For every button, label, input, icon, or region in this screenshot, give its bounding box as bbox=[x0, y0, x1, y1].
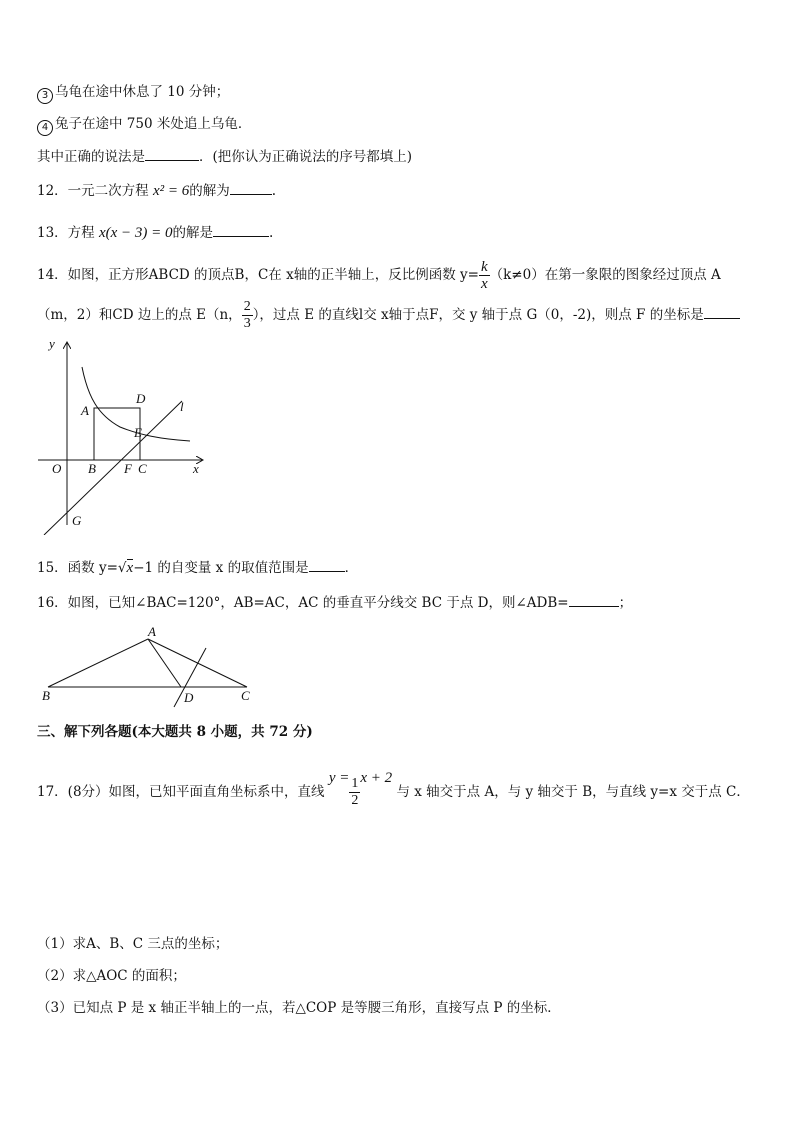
answer-blank[interactable] bbox=[145, 146, 199, 161]
question-text: . bbox=[269, 225, 274, 241]
label-a: A bbox=[148, 624, 156, 639]
answer-blank[interactable] bbox=[569, 592, 619, 607]
question-text: ），过点 E 的直线l交 x轴于点F，交 y 轴于点 G（0，-2)，则点 F 的坐标是 bbox=[252, 307, 704, 323]
circled-number: 3 bbox=[37, 88, 53, 104]
question-text: 其中正确的说法是 bbox=[37, 149, 145, 165]
question-text: 13．方程 bbox=[37, 225, 95, 241]
fraction-denominator: 3 bbox=[243, 316, 251, 331]
fraction-denominator: 2 bbox=[351, 793, 359, 808]
question-text: 14．如图，正方形ABCD 的顶点B，C在 x轴的正半轴上，反比例函数 y= bbox=[37, 267, 479, 283]
question-text: 12．一元二次方程 bbox=[37, 183, 149, 199]
question-16 bbox=[37, 592, 632, 613]
circled-number: 4 bbox=[37, 120, 53, 136]
question-17-part-2: （2）求△AOC 的面积； bbox=[37, 968, 186, 984]
segment-ad bbox=[148, 639, 181, 687]
label-b: B bbox=[88, 461, 96, 476]
question-text: 16．如图，已知∠BAC=120°，AB=AC，AC 的垂直平分线交 BC 于点 D，则∠ADB= bbox=[37, 595, 569, 611]
label-e: E bbox=[134, 425, 142, 440]
question-15 bbox=[37, 557, 358, 578]
answer-blank[interactable] bbox=[309, 557, 345, 572]
fraction-numerator: 2 bbox=[243, 299, 251, 314]
statement-4 bbox=[37, 114, 251, 136]
question-12 bbox=[37, 180, 276, 201]
fraction-one-half bbox=[349, 776, 360, 809]
question-17 bbox=[37, 760, 750, 810]
label-a: A bbox=[81, 403, 89, 418]
answer-blank[interactable] bbox=[213, 222, 269, 237]
fraction-numerator: 1 bbox=[351, 776, 359, 791]
question-13 bbox=[37, 222, 273, 243]
fraction-numerator: k bbox=[480, 259, 488, 275]
segment-ab bbox=[48, 639, 148, 687]
question-17-part-1: （1）求A、B、C 三点的坐标； bbox=[37, 936, 229, 952]
answer-blank[interactable] bbox=[704, 304, 740, 319]
question-text: （m，2）和CD 边上的点 E（n， bbox=[37, 307, 242, 323]
question-text: 15．函数 y= bbox=[37, 560, 118, 576]
question-text: 17．(8分）如图，已知平面直角坐标系中，直线 bbox=[37, 784, 325, 800]
fraction-k-over-x bbox=[479, 259, 490, 292]
fraction-denominator: x bbox=[480, 276, 488, 292]
equation-lhs: y = bbox=[328, 770, 350, 786]
label-y: y bbox=[49, 336, 55, 351]
fraction-2-over-3 bbox=[242, 299, 253, 332]
statement-3 bbox=[37, 82, 229, 104]
label-g: G bbox=[72, 513, 82, 528]
question-text: 的解为 bbox=[189, 183, 230, 199]
figure-14-coordinate-graph bbox=[30, 335, 210, 535]
question-text: ． bbox=[344, 560, 359, 576]
question-text: 与 x 轴交于点 A，与 y 轴交于 B，与直线 y=x 交于点 C． bbox=[396, 784, 750, 800]
question-14-line-1 bbox=[37, 258, 721, 292]
figure-16-triangle bbox=[36, 622, 266, 712]
statement-text: 兔子在途中 750 米处追上乌龟． bbox=[55, 116, 252, 132]
question-text: ．(把你认为正确说法的序号都填上) bbox=[199, 149, 413, 165]
label-l: l bbox=[180, 399, 184, 414]
label-o: O bbox=[52, 461, 62, 476]
equation: x² = 6 bbox=[152, 183, 190, 199]
question-text: （k≠0）在第一象限的图象经过顶点 A bbox=[489, 267, 721, 283]
question-text: −1 的自变量 x 的取值范围是 bbox=[133, 560, 309, 576]
label-c: C bbox=[241, 688, 250, 703]
line-l bbox=[44, 401, 182, 535]
label-b: B bbox=[42, 688, 50, 703]
answer-blank[interactable] bbox=[230, 180, 272, 195]
equation-rhs: x + 2 bbox=[360, 770, 393, 786]
label-d: D bbox=[136, 391, 146, 406]
question-text: ； bbox=[618, 595, 633, 611]
question-14-line-2 bbox=[37, 298, 740, 332]
label-x: x bbox=[193, 461, 199, 476]
label-c: C bbox=[138, 461, 147, 476]
label-f: F bbox=[124, 461, 132, 476]
label-d: D bbox=[184, 690, 194, 705]
equation: x(x − 3) = 0 bbox=[98, 225, 173, 241]
sqrt-sign: √ bbox=[117, 560, 127, 576]
question-17-part-3: （3）已知点 P 是 x 轴正半轴上的一点，若△COP 是等腰三角形，直接写点 P 的坐标． bbox=[37, 1000, 561, 1016]
question-text: 的解是 bbox=[172, 225, 214, 241]
question-text: . bbox=[271, 183, 277, 199]
sqrt-radicand: x bbox=[126, 560, 134, 576]
question-11-answer-line bbox=[37, 146, 412, 167]
section-3-heading: 三、解下列各题(本大题共 8 小题，共 72 分) bbox=[37, 724, 313, 740]
statement-text: 乌龟在途中休息了 10 分钟； bbox=[55, 84, 230, 100]
